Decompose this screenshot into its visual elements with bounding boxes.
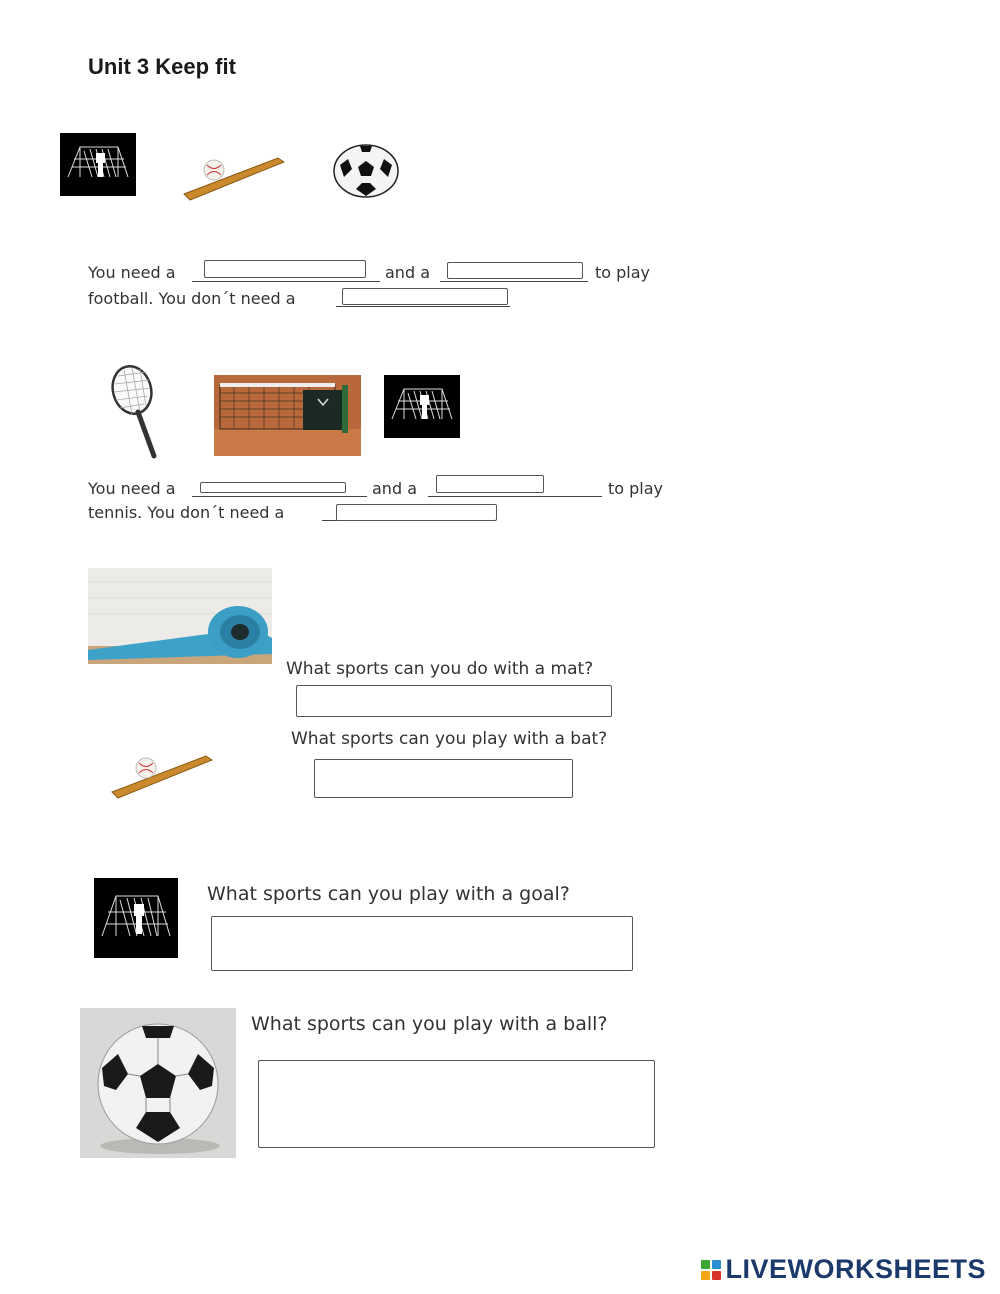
soccer-ball-icon <box>80 1008 236 1158</box>
goal-answer-input[interactable] <box>211 916 633 971</box>
football-answer-2-input[interactable] <box>447 262 583 279</box>
football-answer-1-input[interactable] <box>204 260 366 278</box>
question-ball: What sports can you play with a ball? <box>251 1013 608 1035</box>
goal-icon <box>60 133 136 196</box>
bat-answer-input[interactable] <box>314 759 573 798</box>
football-blank-underline-3 <box>336 306 510 307</box>
football-line-1-start: You need a <box>88 263 176 282</box>
tennis-answer-3-input[interactable] <box>336 504 497 521</box>
baseball-bat-icon <box>106 750 218 800</box>
football-line-2-start: football. You don´t need a <box>88 289 296 308</box>
tennis-answer-1-input[interactable] <box>200 482 346 493</box>
goal-icon <box>94 878 178 958</box>
tennis-line-1-start: You need a <box>88 479 176 498</box>
tennis-line-1-end: to play <box>608 479 664 498</box>
question-mat: What sports can you do with a mat? <box>286 659 594 679</box>
soccer-ball-icon <box>332 143 400 199</box>
tennis-net-icon <box>214 375 361 456</box>
mat-answer-input[interactable] <box>296 685 612 717</box>
yoga-mat-icon <box>88 568 272 664</box>
baseball-bat-icon <box>178 150 290 202</box>
liveworksheets-logo <box>701 1254 986 1285</box>
tennis-blank-underline-2 <box>428 496 602 497</box>
logo-text: LIVEWORKSHEETS <box>725 1254 986 1284</box>
page-title: Unit 3 Keep fit <box>88 54 236 79</box>
tennis-line-1-and: and a <box>372 479 417 498</box>
tennis-line-2-start: tennis. You don´t need a <box>88 503 285 522</box>
football-answer-3-input[interactable] <box>342 288 508 305</box>
football-line-1-and: and a <box>385 263 430 282</box>
ball-answer-input[interactable] <box>258 1060 655 1148</box>
football-line-1-end: to play <box>595 263 651 282</box>
football-blank-underline-2 <box>440 281 588 282</box>
question-goal: What sports can you play with a goal? <box>207 883 570 905</box>
question-bat: What sports can you play with a bat? <box>291 729 608 749</box>
tennis-blank-underline-1 <box>192 496 367 497</box>
logo-grid-icon <box>701 1260 721 1280</box>
football-blank-underline-1 <box>192 281 380 282</box>
tennis-racket-icon <box>108 362 164 462</box>
goal-icon <box>384 375 460 438</box>
tennis-answer-2-input[interactable] <box>436 475 544 493</box>
